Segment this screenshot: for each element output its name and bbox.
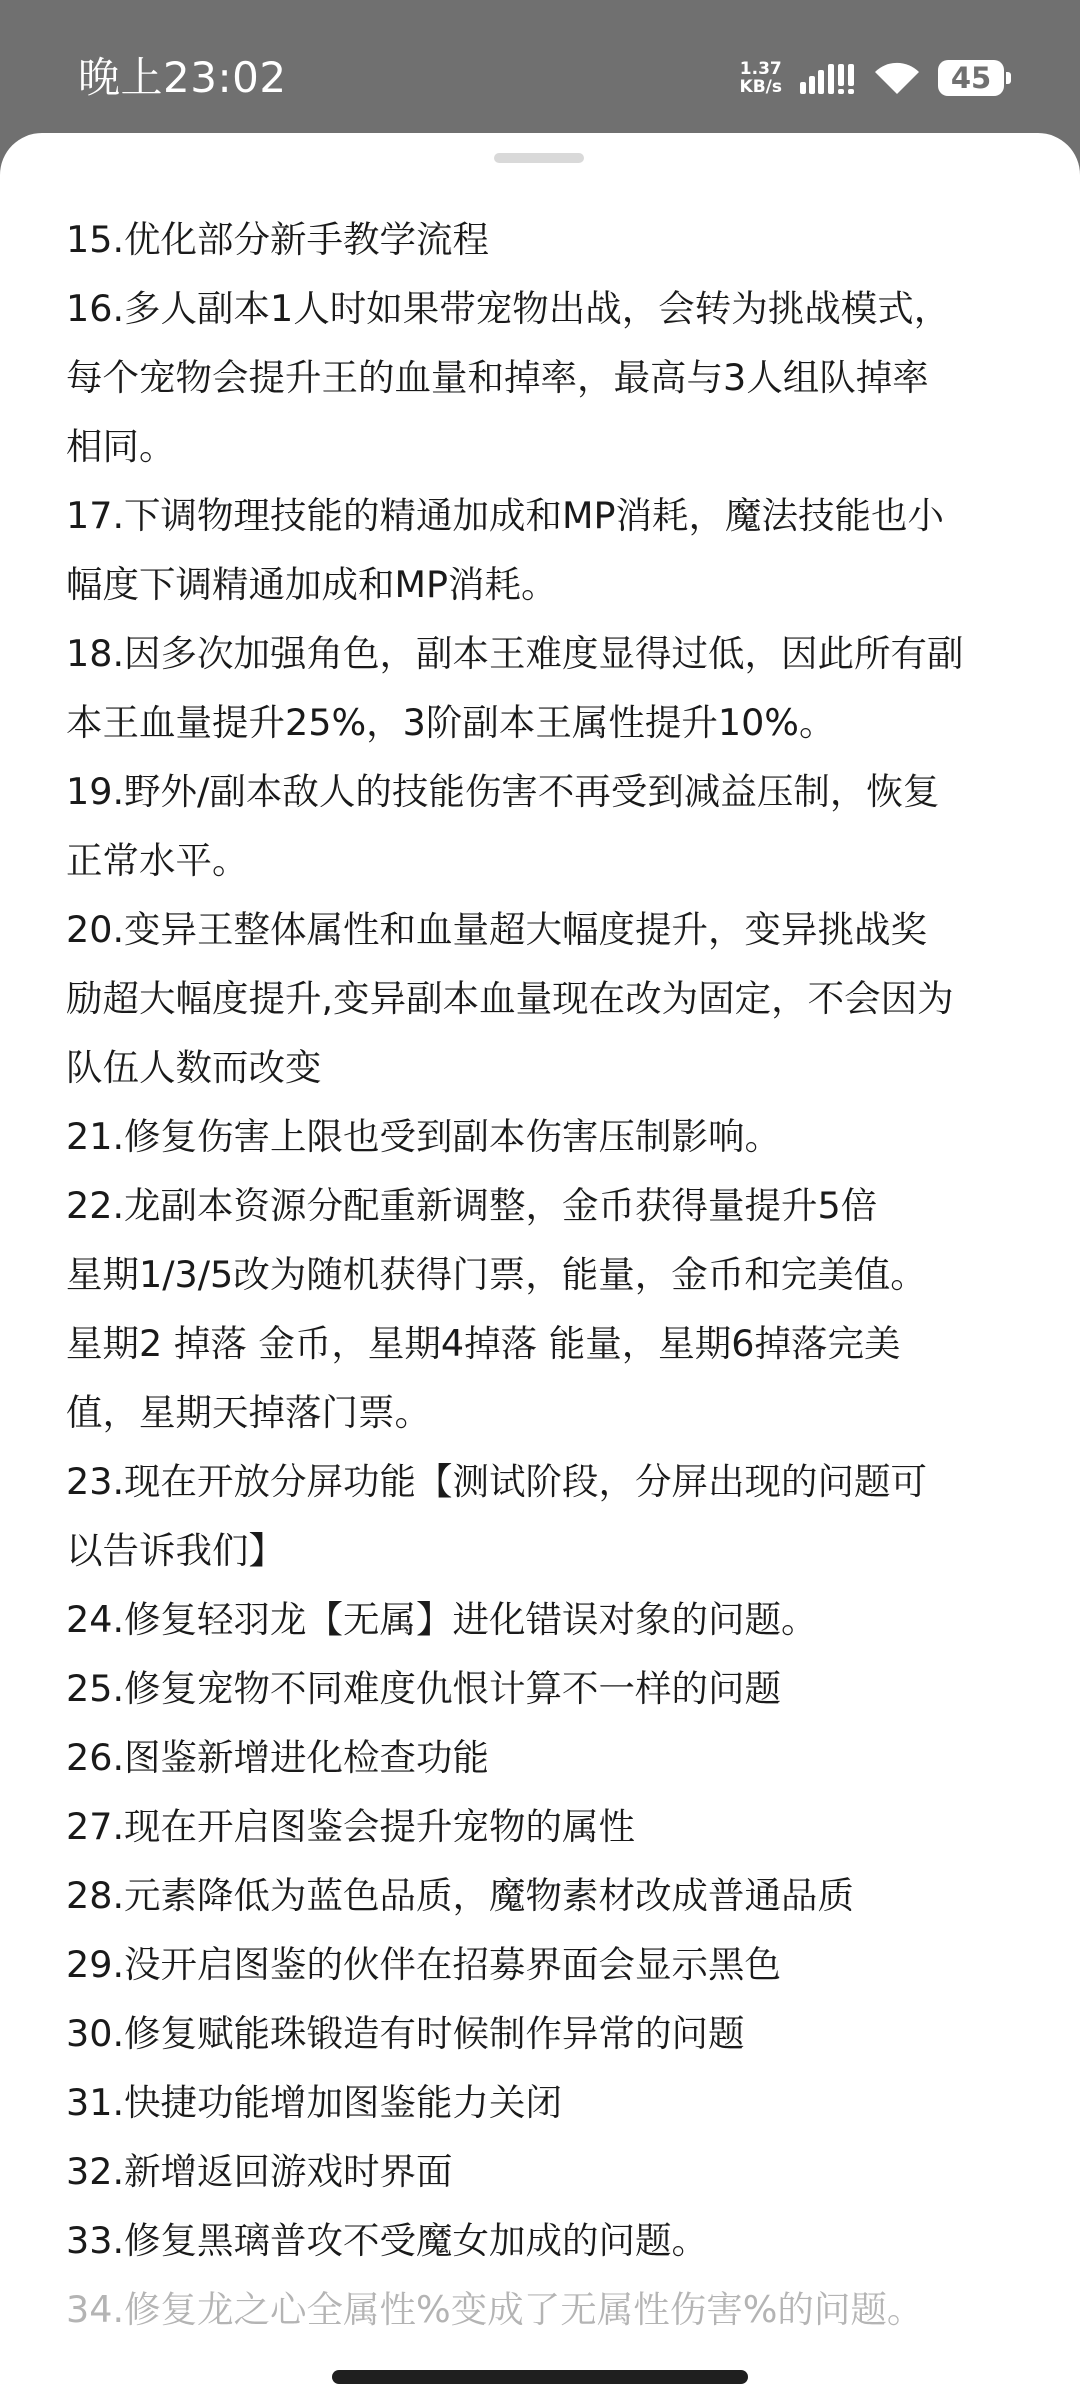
note-item: 19.野外/副本敌人的技能伤害不再受到减益压制，恢复 正常水平。 (66, 770, 940, 882)
note-item: 30.修复赋能珠锻造有时候制作异常的问题 (66, 2012, 745, 2055)
status-time: 晚上23:02 (78, 53, 287, 102)
note-item: 27.现在开启图鉴会提升宠物的属性 (66, 1805, 636, 1848)
battery-level: 45 (950, 61, 992, 95)
note-item: 21.修复伤害上限也受到副本伤害压制影响。 (66, 1115, 782, 1158)
note-item: 26.图鉴新增进化检查功能 (66, 1736, 490, 1779)
network-speed-value: 1.37 (739, 59, 782, 79)
note-item: 25.修复宠物不同难度仇恨计算不一样的问题 (66, 1667, 782, 1710)
note-item: 17.下调物理技能的精通加成和MP消耗，魔法技能也小 幅度下调精通加成和MP消耗。 (66, 494, 945, 606)
status-icons (740, 52, 1004, 104)
sheet-drag-handle[interactable] (494, 153, 584, 163)
update-notes-sheet[interactable] (0, 133, 1080, 2400)
network-speed (740, 60, 782, 96)
wifi-icon (874, 60, 920, 96)
note-item: 33.修复黑璃普攻不受魔女加成的问题。 (66, 2219, 709, 2262)
home-indicator[interactable] (332, 2370, 748, 2384)
update-notes-list (66, 205, 1026, 2344)
update-notes-content[interactable] (66, 205, 1026, 2344)
note-item: 32.新增返回游戏时界面 (66, 2150, 453, 2193)
network-speed-unit: KB/s (739, 77, 782, 97)
note-item: 22.龙副本资源分配重新调整，金币获得量提升5倍 星期1/3/5改为随机获得门票，能量，金币和完美值。 星期2 掉落 金币，星期4掉落 能量，星期6掉落完美 值，星期天掉落门票。 (66, 1184, 927, 1434)
note-item: 23.现在开放分屏功能【测试阶段，分屏出现的问题可 以告诉我们】 (66, 1460, 928, 1572)
note-item-faded: 34.修复龙之心全属性%变成了无属性伤害%的问题。 (66, 2288, 924, 2331)
battery-icon (938, 60, 1004, 96)
note-item: 18.因多次加强角色，副本王难度显得过低，因此所有副 本王血量提升25%，3阶副本王属性提升10%。 (66, 632, 964, 744)
note-item: 31.快捷功能增加图鉴能力关闭 (66, 2081, 563, 2124)
battery-cap (1006, 72, 1011, 84)
note-item: 24.修复轻羽龙【无属】进化错误对象的问题。 (66, 1598, 818, 1641)
note-item: 20.变异王整体属性和血量超大幅度提升，变异挑战奖 励超大幅度提升,变异副本血量现在改为固定，不会因为 队伍人数而改变 (66, 908, 954, 1089)
note-item: 16.多人副本1人时如果带宠物出战，会转为挑战模式， 每个宠物会提升王的血量和掉率，最高与3人组队掉率 相同。 (66, 287, 951, 468)
note-item: 29.没开启图鉴的伙伴在招募界面会显示黑色 (66, 1943, 782, 1986)
note-item: 15.优化部分新手教学流程 (66, 218, 490, 261)
signal-bars-icon (800, 60, 856, 96)
note-item: 28.元素降低为蓝色品质，魔物素材改成普通品质 (66, 1874, 855, 1917)
status-bar (0, 0, 1080, 135)
